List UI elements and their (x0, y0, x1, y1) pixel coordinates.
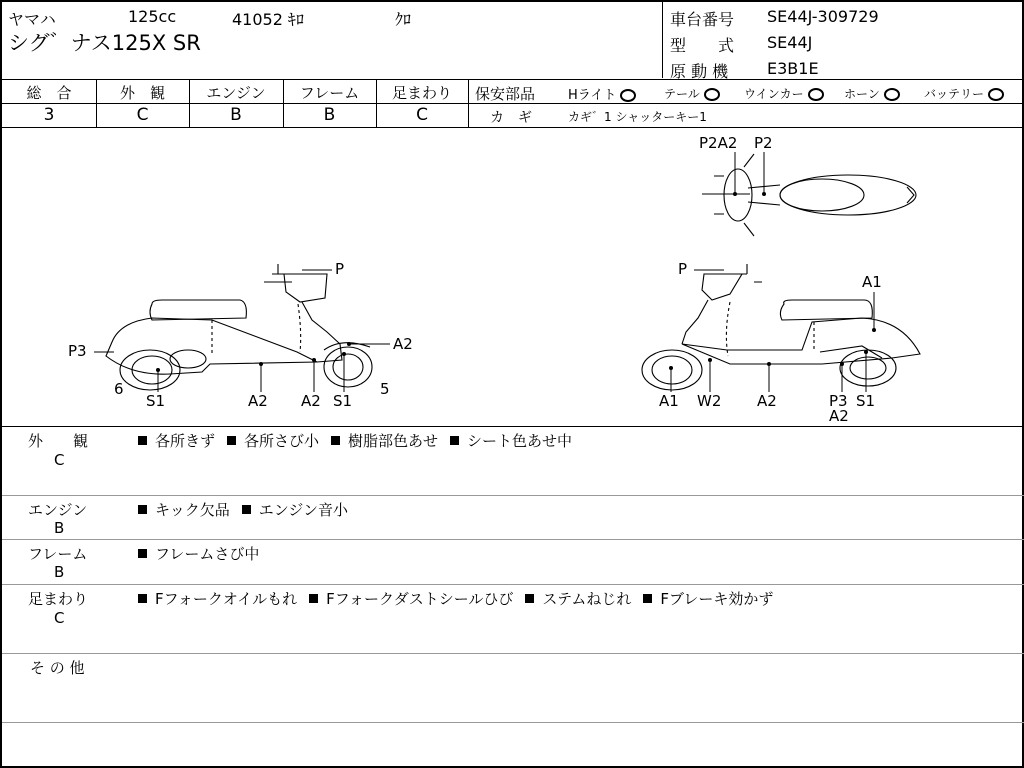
remarks-suspension-grade: C (54, 609, 65, 627)
overall-grade: 3 (43, 105, 55, 125)
exterior-grade: C (136, 105, 149, 125)
ok-circle-icon (884, 88, 900, 101)
label-left-p3: P3 (68, 342, 87, 360)
square-bullet-icon (525, 594, 534, 603)
square-bullet-icon (138, 549, 147, 558)
remark-item: Fフォークダストシールひび (309, 590, 513, 608)
square-bullet-icon (242, 505, 251, 514)
safety-item-headlight: Hライト (568, 84, 636, 103)
label-right-s1: S1 (856, 392, 876, 410)
remarks-exterior-grade: C (54, 451, 65, 469)
remark-item: キック欠品 (138, 501, 230, 519)
remark-item: 各所きず (138, 432, 215, 450)
label-right-p: P (678, 260, 688, 278)
scooter-diagram (2, 128, 1024, 426)
row-rule (2, 495, 1024, 496)
label-left-s1b: S1 (333, 392, 353, 410)
model-name: シグ゛ナス125X SR (8, 31, 201, 55)
remark-item: フレームさび中 (138, 545, 259, 563)
label-left-6: 6 (114, 380, 124, 398)
remark-item: ステムねじれ (525, 590, 631, 608)
label-right-w2: W2 (697, 392, 722, 410)
ok-circle-icon (620, 89, 636, 102)
remarks-engine-label: エンジン (28, 501, 88, 519)
diagram-bottom-rule (2, 426, 1024, 427)
label-left-p: P (335, 260, 345, 278)
label-left-s1: S1 (146, 392, 166, 410)
model-code: SE44J (767, 33, 813, 52)
remarks-exterior-items (138, 430, 584, 451)
label-right-a2b: A2 (829, 407, 849, 425)
remark-item: 各所さび小 (227, 432, 319, 450)
ok-circle-icon (808, 88, 824, 101)
frame-no: SE44J-309729 (767, 7, 879, 26)
label-right-a2: A2 (757, 392, 777, 410)
square-bullet-icon (450, 436, 459, 445)
grade-mid-rule (2, 103, 468, 104)
square-bullet-icon (331, 436, 340, 445)
square-bullet-icon (138, 436, 147, 445)
safety-label: 保安部品 (475, 85, 536, 103)
remarks-suspension-items (138, 588, 785, 609)
frame-no-label: 車台番号 (670, 10, 735, 29)
label-top-p2: P2 (754, 134, 773, 152)
safety-item-horn: ホーン (844, 85, 900, 102)
engine-no-label: 原 動 機 (670, 62, 729, 81)
row-rule (2, 584, 1024, 585)
remark-item: エンジン音小 (242, 501, 348, 519)
key-label: カ ギ (490, 110, 532, 126)
ok-circle-icon (704, 88, 720, 101)
engine-grade: B (230, 105, 242, 125)
displacement: 125cc (128, 7, 177, 26)
safety-item-battery: バッテリー (924, 85, 1004, 102)
header-bottom-rule (2, 79, 1024, 80)
label-left-a2-front: A2 (393, 335, 413, 353)
model-code-label: 型 式 (670, 36, 735, 55)
row-rule (2, 539, 1024, 540)
header-divider (662, 2, 663, 78)
overall-label: 総 合 (26, 84, 72, 102)
engine-label: エンジン (206, 84, 266, 102)
square-bullet-icon (138, 505, 147, 514)
remarks-suspension-label: 足まわり (28, 590, 89, 608)
remarks-exterior-label: 外 観 (28, 432, 89, 450)
remark-item: Fブレーキ効かず (643, 590, 773, 608)
remark-item: シート色あせ中 (450, 432, 572, 450)
row-rule (2, 653, 1024, 654)
engine-no: E3B1E (767, 59, 819, 78)
remarks-frame-items (138, 543, 271, 564)
remark-item: Fフォークオイルもれ (138, 590, 297, 608)
remarks-engine-items (138, 499, 360, 520)
frame-label: フレーム (299, 84, 360, 102)
scooter-left-view (106, 264, 372, 390)
square-bullet-icon (643, 594, 652, 603)
square-bullet-icon (227, 436, 236, 445)
frame-grade: B (323, 105, 336, 125)
safety-item-winker: ウインカー (744, 85, 824, 102)
label-left-a2b: A2 (301, 392, 321, 410)
label-left-5: 5 (380, 380, 390, 398)
label-left-a2: A2 (248, 392, 268, 410)
suspension-grade: C (416, 105, 428, 125)
suspension-label: 足まわり (391, 84, 452, 102)
mileage: 41052 ｷﾛ (232, 10, 304, 29)
remarks-other-label: そ の 他 (30, 659, 85, 677)
remarks-engine-grade: B (54, 519, 65, 537)
remarks-frame-grade: B (54, 563, 65, 581)
remarks-frame-label: フレーム (28, 545, 88, 563)
square-bullet-icon (138, 594, 147, 603)
safety-item-tail: テール (664, 85, 720, 102)
label-top-p2a2: P2A2 (699, 134, 738, 152)
remark-item: 樹脂部色あせ (331, 432, 438, 450)
maker: ヤマハ (8, 10, 56, 29)
row-rule (2, 722, 1024, 723)
exterior-label: 外 観 (119, 84, 165, 102)
label-right-p3: P3 (829, 392, 848, 410)
square-bullet-icon (309, 594, 318, 603)
label-right-a1: A1 (659, 392, 679, 410)
safety-mid-rule (468, 103, 1024, 104)
label-right-a1-top: A1 (862, 273, 882, 291)
ok-circle-icon (988, 88, 1004, 101)
key-value: カギ゛1 シャッターキー1 (568, 110, 707, 124)
color: ｸﾛ (395, 10, 412, 29)
